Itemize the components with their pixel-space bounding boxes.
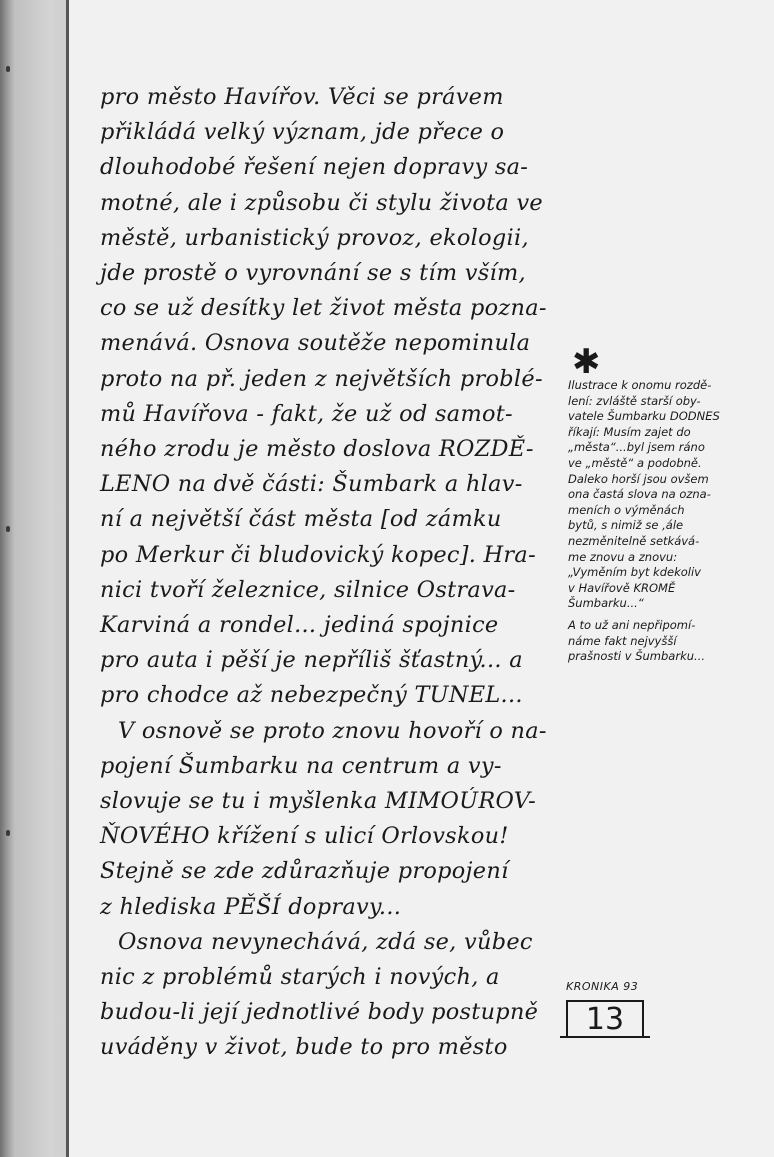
book-edge xyxy=(0,0,14,1157)
binding-mark xyxy=(6,66,10,72)
text-line: A to už ani nepřipomí- xyxy=(568,617,696,632)
text-line: Daleko horší jsou ovšem xyxy=(568,471,709,486)
text-line: Šumbarku...“ xyxy=(568,596,644,611)
text-line: LENO na dvě části: Šumbark a hlav- xyxy=(100,471,523,498)
side-note-paragraph-2 xyxy=(568,618,758,665)
text-line: Osnova nevynechává, zdá se, vůbec xyxy=(118,928,533,955)
text-line: V osnově se proto znovu hovoří o na- xyxy=(118,717,547,744)
text-line: náme fakt nejvyšší xyxy=(568,633,677,648)
text-line: ného zrodu je město doslova ROZDĚ- xyxy=(100,436,534,463)
text-line: nic z problémů starých i nových, a xyxy=(100,964,500,991)
text-line: v Havířově KROMĚ xyxy=(568,580,676,595)
main-handwritten-text xyxy=(100,80,560,1066)
text-line: me znovu a znovu: xyxy=(568,549,678,564)
text-line: proto na př. jeden z největších problé- xyxy=(100,365,543,392)
side-note-paragraph-1 xyxy=(568,378,758,612)
binding-mark xyxy=(6,830,10,836)
text-line: ona častá slova na ozna- xyxy=(568,487,711,502)
text-line: Karviná a rondel... jediná spojnice xyxy=(100,612,499,639)
text-line: po Merkur či bludovický kopec]. Hra- xyxy=(100,541,536,568)
text-line: ve „městě“ a podobně. xyxy=(568,455,702,470)
text-line: prašnosti v Šumbarku... xyxy=(568,649,705,664)
text-line: lení: zvláště starší oby- xyxy=(568,393,701,408)
previous-page-edge xyxy=(14,0,66,1157)
text-line: Stejně se zde zdůrazňuje propojení xyxy=(100,858,509,885)
text-line: jde prostě o vyrovnání se s tím vším, xyxy=(100,260,526,287)
text-line: pro chodce až nebezpečný TUNEL... xyxy=(100,682,523,709)
side-note xyxy=(568,378,758,665)
kronika-label: KRONIKA 93 xyxy=(566,980,639,993)
text-line: Ilustrace k onomu rozdě- xyxy=(568,378,712,392)
page-number: 13 xyxy=(566,1000,644,1038)
binding-mark xyxy=(6,526,10,532)
text-line: co se už desítky let život města pozna- xyxy=(100,295,547,322)
text-line: „Vyměním byt kdekoliv xyxy=(568,565,701,580)
text-line: přikládá velký význam, jde přece o xyxy=(100,119,505,146)
text-line: slovuje se tu i myšlenka MIMOÚROV- xyxy=(100,788,537,815)
text-line: ŇOVÉHO křížení s ulicí Orlovskou! xyxy=(100,823,509,850)
text-line: říkají: Musím zajet do xyxy=(568,424,691,439)
asterisk-icon: ✱ xyxy=(572,342,601,382)
text-line: motné, ale i způsobu či stylu života ve xyxy=(100,189,543,216)
text-line: z hlediska PĚŠÍ dopravy... xyxy=(100,893,402,920)
text-line: budou-li její jednotlivé body postupně xyxy=(100,999,539,1026)
text-line: mů Havířova - fakt, že už od samot- xyxy=(100,400,513,427)
text-line: vatele Šumbarku DODNES xyxy=(568,409,720,424)
text-line: pro auta i pěší je nepříliš šťastný... a xyxy=(100,647,523,674)
text-line: uváděny v život, bude to pro město xyxy=(100,1034,508,1061)
text-line: dlouhodobé řešení nejen dopravy sa- xyxy=(100,154,529,181)
text-line: městě, urbanistický provoz, ekologii, xyxy=(100,224,529,251)
text-line: pro město Havířov. Věci se právem xyxy=(100,84,504,110)
text-line: nici tvoří železnice, silnice Ostrava- xyxy=(100,576,516,603)
text-line: „města“...byl jsem ráno xyxy=(568,440,705,455)
text-line: ní a největší část města [od zámku xyxy=(100,506,502,533)
text-line: meních o výměnách xyxy=(568,502,685,517)
text-line: menává. Osnova soutěže nepominula xyxy=(100,330,531,357)
text-line: nezměnitelně setkává- xyxy=(568,533,700,548)
text-line: bytů, s nimiž se ,ále xyxy=(568,518,684,533)
text-line: pojení Šumbarku na centrum a vy- xyxy=(100,752,502,779)
